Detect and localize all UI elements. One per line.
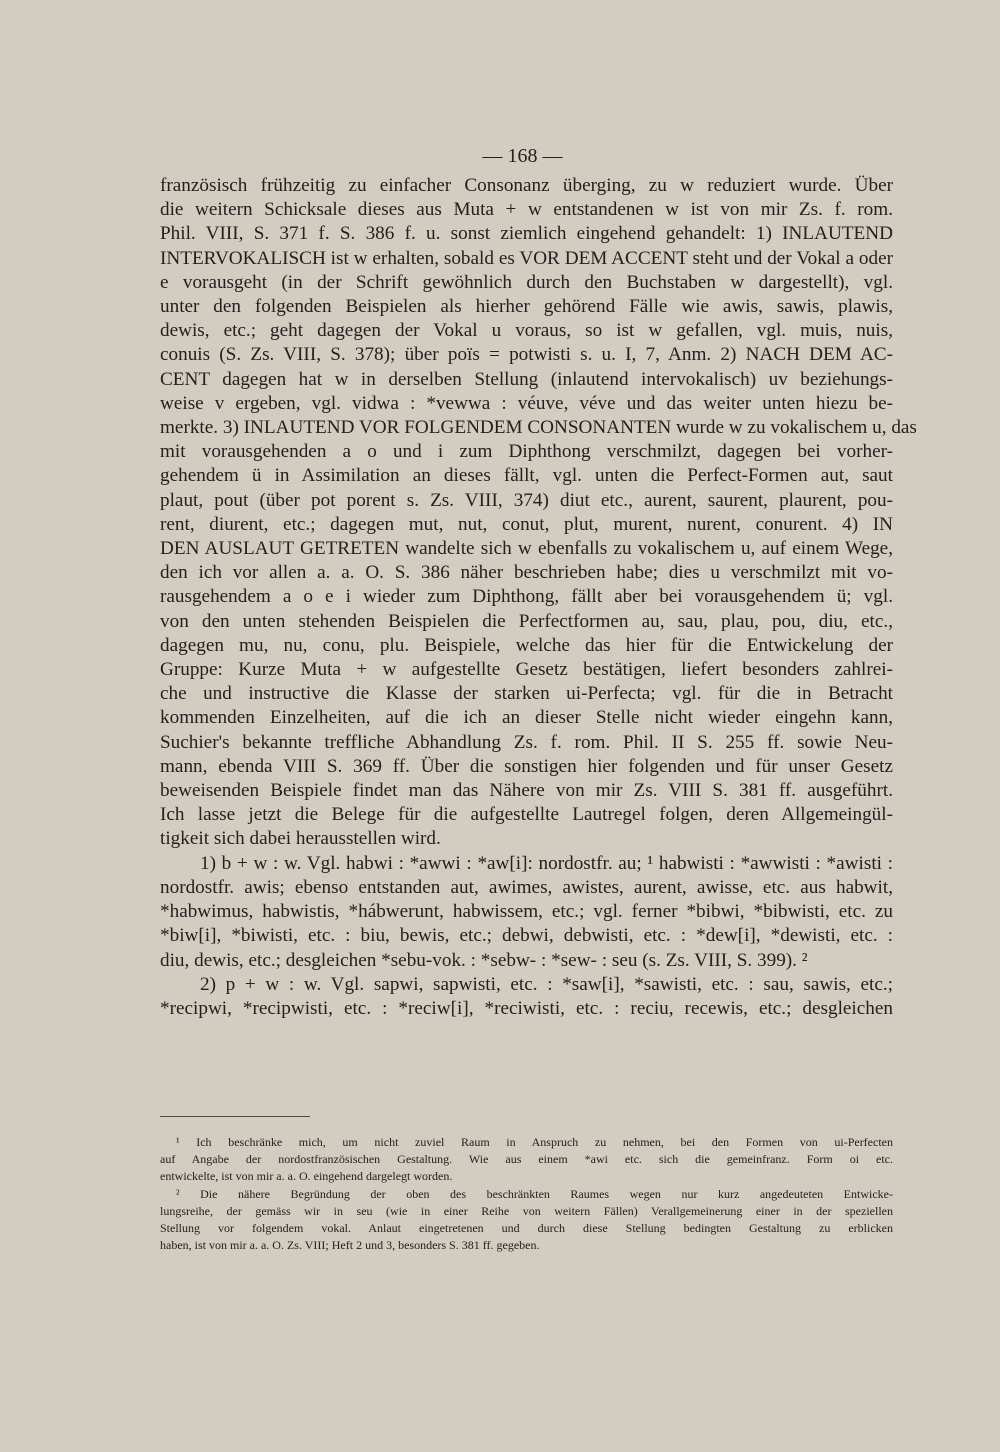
text-line: Ich lasse jetzt die Belege für die aufgestellte Lautregel folgen, deren Allgemeingül- (160, 804, 893, 826)
footnotes (160, 1134, 893, 1254)
text-line: INTERVOKALISCH ist w erhalten, sobald es VOR DEM ACCENT steht und der Vokal a oder (160, 247, 893, 269)
text-line: unter den folgenden Beispielen als hierher gehörend Fälle wie awis, sawis, plawis, (160, 296, 893, 318)
text-line: conuis (S. Zs. VIII, S. 378); über poïs = potwisti s. u. I, 7, Anm. 2) NACH DEM AC- (160, 344, 893, 366)
text-line: von den unten stehenden Beispielen die Perfectformen au, sau, plau, pou, diu, etc., (160, 610, 893, 632)
text-line: Suchier's bekannte treffliche Abhandlung Zs. f. rom. Phil. II S. 255 ff. sowie Neu- (160, 731, 893, 753)
text-line: 1) b + w : w. Vgl. habwi : *awwi : *aw[i]: nordostfr. au; ¹ habwisti : *awwisti : *awisti : (200, 852, 893, 874)
text-line: Gruppe: Kurze Muta + w aufgestellte Gesetz bestätigen, liefert besonders zahlrei- (160, 659, 893, 681)
text-line: DEN AUSLAUT GETRETEN wandelte sich w ebenfalls zu vokalischem u, auf einem Wege, (160, 538, 893, 560)
footnote-line: lungsreihe, der gemäss wir in seu (wie in einer Reihe von weitern Fällen) Verallgemeinerung einer in der speziellen (160, 1203, 893, 1218)
footnote-line: ¹ Ich beschränke mich, um nicht zuviel Raum in Anspruch zu nehmen, bei den Formen von ui-Perfecten (176, 1135, 893, 1149)
main-text (160, 174, 917, 1021)
text-line: diu, dewis, etc.; desgleichen *sebu-vok. : *sebw- : *sew- : seu (s. Zs. VIII, S. 399). ² (160, 949, 808, 971)
text-line: rent, diurent, etc.; dagegen mut, nut, conut, plut, murent, nurent, conurent. 4) IN (160, 513, 893, 535)
footnote-line: entwickelte, ist von mir a. a. O. eingehend dargelegt worden. (160, 1169, 453, 1184)
text-line: mit vorausgehenden a o und i zum Diphthong verschmilzt, dagegen bei vorher- (160, 441, 893, 463)
text-line: kommenden Einzelheiten, auf die ich an dieser Stelle nicht wieder eingehn kann, (160, 707, 893, 729)
text-line: dewis, etc.; geht dagegen der Vokal u voraus, so ist w gefallen, vgl. muis, nuis, (160, 320, 893, 342)
footnote-line: haben, ist von mir a. a. O. Zs. VIII; Heft 2 und 3, besonders S. 381 ff. gegeben. (160, 1238, 540, 1253)
text-line: *habwimus, habwistis, *hábwerunt, habwissem, etc.; vgl. ferner *bibwi, *bibwisti, etc. zu (160, 901, 893, 923)
text-line: plaut, pout (über pot porent s. Zs. VIII, 374) diut etc., aurent, saurent, plaurent, pou- (160, 489, 893, 511)
text-line: nordostfr. awis; ebenso entstanden aut, awimes, awistes, aurent, awisse, etc. aus habwit, (160, 876, 893, 898)
page-number: — 168 — (482, 145, 563, 167)
text-line: e vorausgeht (in der Schrift gewöhnlich durch den Buchstaben w dargestellt), vgl. (160, 271, 893, 293)
text-line: merkte. 3) INLAUTEND VOR FOLGENDEM CONSONANTEN wurde w zu vokalischem u, das (160, 417, 917, 439)
text-line: französisch frühzeitig zu einfacher Consonanz überging, zu w reduziert wurde. Über (160, 175, 893, 196)
text-line: die weitern Schicksale dieses aus Muta + w entstandenen w ist von mir Zs. f. rom. (160, 199, 893, 221)
footnote-line: auf Angabe der nordostfranzösischen Gestaltung. Wie aus einem *awi etc. sich die gemeinfranz. Form oi etc. (160, 1152, 893, 1167)
footnote-line: Stellung vor folgendem vokal. Anlaut eingetretenen und durch diese Stellung bedingten Gestaltung zu erblicken (160, 1221, 893, 1236)
text-line: 2) p + w : w. Vgl. sapwi, sapwisti, etc. : *saw[i], *sawisti, etc. : sau, sawis, etc.; (200, 973, 893, 995)
text-line: den ich vor allen a. a. O. S. 386 näher beschrieben habe; dies u verschmilzt mit vo- (160, 562, 893, 584)
footnote-divider (160, 1116, 310, 1117)
text-line: *biw[i], *biwisti, etc. : biu, bewis, etc.; debwi, debwisti, etc. : *dew[i], *dewisti, etc. : (160, 925, 893, 947)
text-line: tigkeit sich dabei herausstellen wird. (160, 828, 441, 850)
text-line: dagegen mu, nu, conu, plu. Beispiele, welche das hier für die Entwickelung der (160, 634, 893, 656)
footnote-line: ² Die nähere Begründung der oben des beschränkten Raumes wegen nur kurz angedeuteten Entwicke- (176, 1186, 893, 1201)
text-line: *recipwi, *recipwisti, etc. : *reciw[i], *reciwisti, etc. : reciu, recewis, etc.; desgleichen (160, 997, 893, 1019)
text-line: mann, ebenda VIII S. 369 ff. Über die sonstigen hier folgenden und für unser Gesetz (160, 755, 893, 777)
text-line: Phil. VIII, S. 371 f. S. 386 f. u. sonst ziemlich eingehend gehandelt: 1) INLAUTEND (160, 223, 893, 245)
text-line: CENT dagegen hat w in derselben Stellung (inlautend intervokalisch) uv beziehungs- (160, 368, 893, 390)
text-line: rausgehendem a o e i wieder zum Diphthong, fällt aber bei vorausgehendem ü; vgl. (160, 586, 893, 608)
text-line: gehendem ü in Assimilation an dieses fällt, vgl. unten die Perfect-Formen aut, saut (160, 465, 893, 487)
text-line: weise v ergeben, vgl. vidwa : *vewwa : véuve, véve und das weiter unten hiezu be- (160, 392, 893, 414)
text-line: che und instructive die Klasse der starken ui-Perfecta; vgl. für die in Betracht (160, 683, 893, 705)
text-line: beweisenden Beispiele findet man das Nähere von mir Zs. VIII S. 381 ff. ausgeführt. (160, 780, 893, 802)
